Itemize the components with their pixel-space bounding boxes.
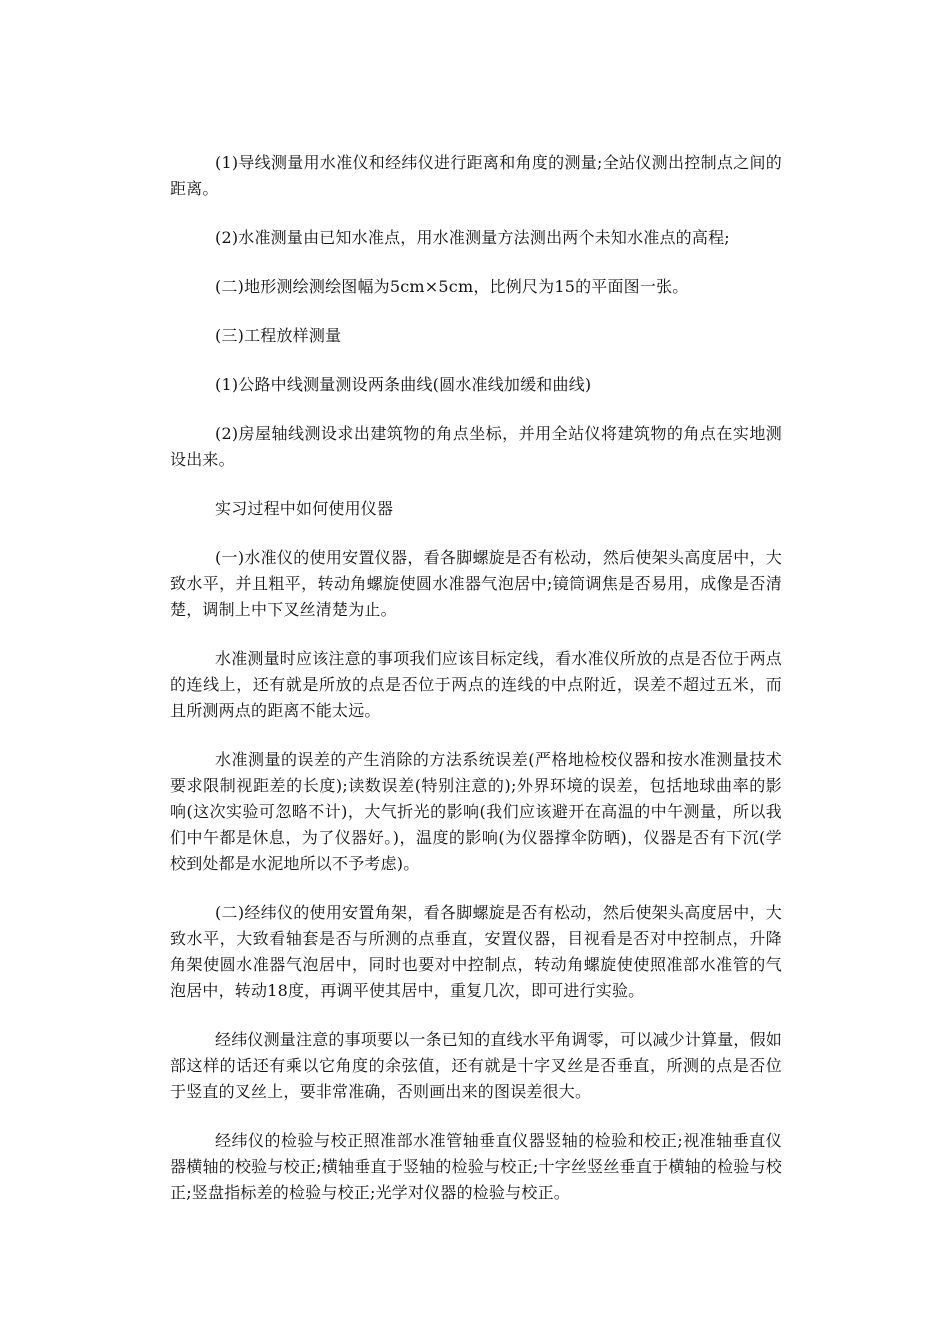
section-heading-instrument-use: 实习过程中如何使用仪器 [215, 499, 394, 518]
paragraph-topographic-mapping: (二)地形测绘测绘图幅为5cm×5cm，比例尺为15的平面图一张。 [215, 277, 689, 296]
paragraph-leveling-survey: (2)水准测量由已知水准点，用水准测量方法测出两个未知水准点的高程; [215, 228, 730, 247]
paragraph-theodolite-calibration: 经纬仪的检验与校正照准部水准管轴垂直仪器竖轴的检验和校正;视准轴垂直仪器横轴的校验与校正;横轴垂直于竖轴的检验与校正;十字丝竖丝垂直于横轴的检验与校正;竖盘指标差的检验与校正;光学对仪器的检验与校正。 [170, 1131, 782, 1202]
document-body [170, 150, 782, 1229]
paragraph-level-precautions: 水准测量时应该注意的事项我们应该目标定线，看水准仪所放的点是否位于两点的连线上，还有就是所放的点是否位于两点的连线的中点附近，误差不超过五米，而且所测两点的距离不能太远。 [170, 649, 783, 720]
paragraph-building-axis: (2)房屋轴线测设求出建筑物的角点坐标，并用全站仪将建筑物的角点在实地测设出来。 [170, 424, 782, 469]
paragraph-level-errors: 水准测量的误差的产生消除的方法系统误差(严格地检校仪器和按水准测量技术要求限制视距差的长度);读数误差(特别注意的);外界环境的误差，包括地球曲率的影响(这次实验可忽略不计)，大气折光的影响(我们应该避开在高温的中午测量，所以我们中午都是休息，为了仪器好。)，温度的影响(为仪器撑伞防晒)，仪器是否有下沉(学校到处都是水泥地所以不予考虑)。 [170, 750, 782, 873]
section-heading-staking: (三)工程放样测量 [215, 326, 342, 345]
paragraph-traverse-survey: (1)导线测量用水准仪和经纬仪进行距离和角度的测量;全站仪测出控制点之间的距离。 [170, 153, 782, 198]
paragraph-level-usage: (一)水准仪的使用安置仪器，看各脚螺旋是否有松动，然后使架头高度居中，大致水平，并且粗平，转动角螺旋使圆水准器气泡居中;镜筒调焦是否易用，成像是否清楚，调制上中下叉丝清楚为止。 [170, 548, 782, 619]
paragraph-theodolite-usage: (二)经纬仪的使用安置角架，看各脚螺旋是否有松动，然后使架头高度居中，大致水平，大致看轴套是否与所测的点垂直，安置仪器，目视看是否对中控制点，升降角架使圆水准器气泡居中，同时也要对中控制点，转动角螺旋使使照准部水准管的气泡居中，转动18度，再调平使其居中，重复几次，即可进行实验。 [170, 903, 782, 1000]
paragraph-road-centerline: (1)公路中线测量测设两条曲线(圆水准线加缓和曲线) [215, 375, 592, 394]
paragraph-theodolite-precautions: 经纬仪测量注意的事项要以一条已知的直线水平角调零，可以减少计算量，假如部这样的话还有乘以它角度的余弦值，还有就是十字叉丝是否垂直，所测的点是否位于竖直的叉丝上，要非常准确，否则画出来的图误差很大。 [170, 1030, 783, 1101]
